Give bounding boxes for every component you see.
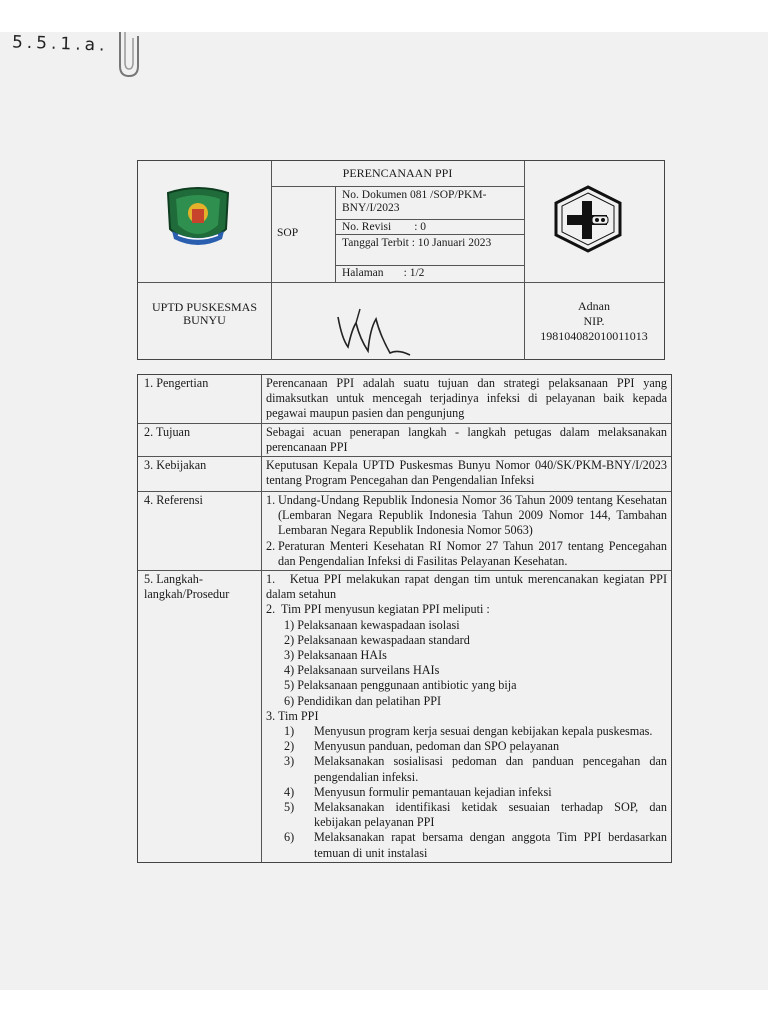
document-number: No. Dokumen 081 /SOP/PKM-BNY/I/2023	[342, 189, 487, 214]
list-item: 2) Menyusun panduan, pedoman dan SPO pelayanan	[284, 739, 560, 754]
sop-content-table	[137, 374, 672, 863]
section-label: 5. Langkah-langkah/Prosedur	[138, 571, 262, 862]
procedure-step: 1. Ketua PPI melakukan rapat dengan tim untuk merencanakan kegiatan PPI dalam setahun	[266, 572, 671, 602]
list-item: 4) Menyusun formulir pemantauan kejadian infeksi	[284, 784, 552, 799]
table-row	[138, 424, 671, 457]
handwritten-note: 5.5.1.a.	[11, 32, 109, 56]
list-item: 6) Pendidikan dan pelatihan PPI	[284, 693, 442, 708]
document-page	[0, 32, 768, 990]
list-item: 2. Peraturan Menteri Kesehatan RI Nomor 27 Tahun 2017 tentang Pencegahan dan Pengendalian Infeksi di Fasilitas Pelayanan Kesehatan.	[266, 538, 667, 568]
sop-title: PERENCANAAN PPI	[342, 166, 453, 180]
section-text: Keputusan Kepala UPTD Puskesmas Bunyu Nomor 040/SK/PKM-BNY/I/2023 tentang Program Pencegahan dan Pengendalian Infeksi	[266, 458, 667, 488]
table-row	[138, 492, 671, 571]
section-label: 1. Pengertian	[138, 375, 262, 423]
paper-clip-icon	[116, 32, 146, 80]
section-text: Sebagai acuan penerapan langkah - langkah petugas dalam melaksanakan perencanaan PPI	[266, 424, 667, 454]
revision-number: No. Revisi : 0	[342, 221, 427, 233]
list-item: 6) Melaksanakan rapat bersama dengan anggota Tim PPI berdasarkan temuan di unit instalasi	[284, 830, 667, 860]
list-item: 2) Pelaksanaan kewaspadaan standard	[284, 632, 470, 647]
section-label: 3. Kebijakan	[138, 457, 262, 491]
health-ministry-logo	[550, 185, 626, 253]
list-item: 4) Pelaksanaan surveilans HAIs	[284, 663, 440, 678]
section-text: Perencanaan PPI adalah suatu tujuan dan strategi pelaksanaan PPI yang dimaksutkan untuk mencegah terjadinya infeksi di pelayanan baik kepada pegawai maupun pasien dan pengunjung	[266, 376, 667, 421]
section-label: 4. Referensi	[138, 492, 262, 570]
nip-label: NIP.	[583, 314, 605, 328]
table-row	[138, 571, 671, 862]
nip-number: 198104082010011013	[540, 329, 648, 343]
list-item: 3) Pelaksanaan HAIs	[284, 648, 387, 663]
section-label: 2. Tujuan	[138, 424, 262, 456]
institution-name: UPTD PUSKESMAS BUNYU	[151, 300, 258, 327]
procedure-step: 2. Tim PPI menyusun kegiatan PPI meliputi :	[266, 602, 490, 617]
issue-date: Tanggal Terbit : 10 Januari 2023	[342, 237, 492, 249]
signature-mark	[318, 289, 438, 359]
list-item: 5) Melaksanakan identifikasi ketidak sesuaian terhadap SOP, dan kebijakan pelayanan PPI	[284, 800, 667, 830]
sop-label: SOP	[277, 227, 299, 239]
sop-header	[137, 160, 665, 360]
procedure-list	[262, 571, 671, 862]
list-item: 1. Undang-Undang Republik Indonesia Nomor 36 Tahun 2009 tentang Kesehatan (Lembaran Negara Republik Indonesia Tahun 2009 Nomor 144, Tambahan Lembaran Negara Republik Indonesia Nomor 5063)	[266, 493, 667, 538]
regional-emblem-logo	[162, 185, 234, 253]
signer-block	[524, 299, 664, 344]
page-number: Halaman : 1/2	[342, 267, 425, 279]
reference-list	[262, 492, 671, 570]
list-item: 5) Pelaksanaan penggunaan antibiotic yang bija	[284, 678, 517, 693]
list-item: 3) Melaksanakan sosialisasi pedoman dan panduan pencegahan dan pengendalian infeksi.	[284, 754, 667, 784]
list-item: 1) Menyusun program kerja sesuai dengan kebijakan kepala puskesmas.	[284, 724, 653, 739]
list-item: 1) Pelaksanaan kewaspadaan isolasi	[284, 617, 460, 632]
procedure-step: 3. Tim PPI	[266, 708, 319, 723]
table-row	[138, 375, 671, 424]
signer-name: Adnan	[578, 299, 610, 313]
table-row	[138, 457, 671, 492]
